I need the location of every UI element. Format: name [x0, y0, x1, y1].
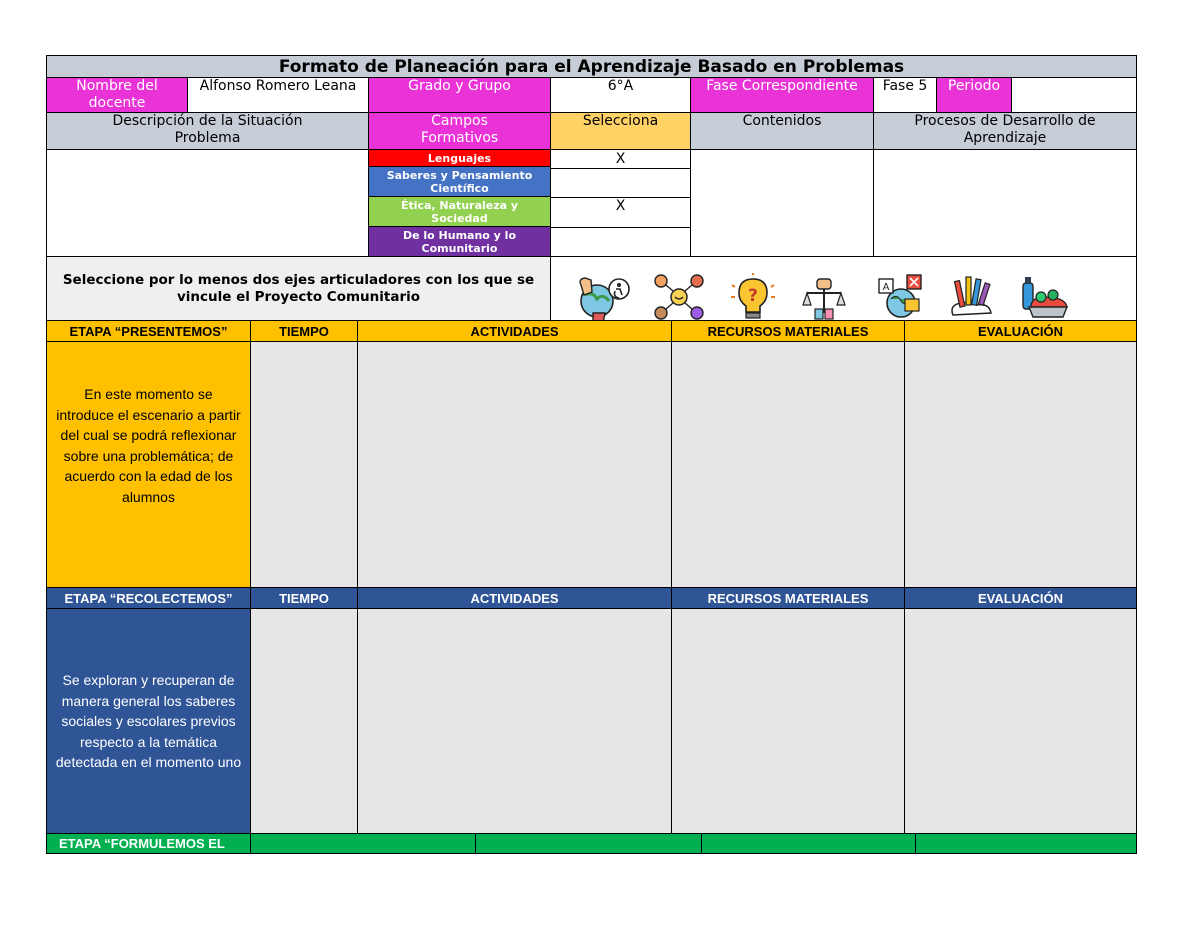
tiempo-cell[interactable]: [250, 341, 358, 588]
tiempo-header: [250, 320, 358, 342]
nombre-value[interactable]: [187, 77, 369, 113]
apropiacion-culturas-icon[interactable]: [877, 273, 925, 321]
evaluacion-header-text: EVALUACIÓN: [978, 590, 1063, 606]
stage-recolectemos-description: [46, 608, 251, 834]
ejes-label: [46, 256, 551, 321]
stage-name: ETAPA “RECOLECTEMOS”: [64, 590, 233, 606]
stage-name: ETAPA “FORMULEMOS EL: [59, 836, 225, 851]
pensamiento-critico-icon[interactable]: [731, 273, 775, 321]
stage-description-text: Se exploran y recuperan de manera general los saberes sociales y escolares previos respecto a la temática detectada en el momento uno: [55, 672, 242, 770]
fase-value[interactable]: [873, 77, 937, 113]
nombre-label-text: Nombre del docente: [76, 78, 158, 111]
selecciona-mark: X: [615, 198, 626, 214]
tiempo-header-text: TIEMPO: [279, 590, 329, 606]
procesos-header-text: Procesos de Desarrollo de Aprendizaje: [914, 113, 1096, 146]
stage-formulemos-header: [46, 833, 251, 854]
fase-value-text: Fase 5: [882, 78, 928, 94]
recursos-cell[interactable]: [671, 341, 905, 588]
stage-presentemos-header: [46, 320, 251, 342]
campo-saberes: [368, 166, 551, 197]
formulemos-col-4: [915, 833, 1137, 854]
evaluacion-header-text: EVALUACIÓN: [978, 323, 1063, 339]
procesos-header: [873, 112, 1137, 150]
recursos-header-text: RECURSOS MATERIALES: [707, 590, 869, 606]
grado-value[interactable]: [550, 77, 691, 113]
campo-humano: [368, 226, 551, 257]
evaluacion-header: [904, 320, 1137, 342]
campos-header-text: Campos Formativos: [420, 113, 499, 146]
selecciona-mark: X: [615, 151, 626, 167]
selecciona-lenguajes[interactable]: [550, 149, 691, 169]
page-title: [46, 55, 1137, 78]
tiempo-header: [250, 587, 358, 609]
ejes-label-text: Seleccione por lo menos dos ejes articuladores con los que se vincule el Proyecto Comunitario: [62, 271, 535, 305]
interculturalidad-icon[interactable]: [651, 271, 707, 323]
stage-description-text: En este momento se introduce el escenario a partir del cual se podrá reflexionar sobre una problemática; de acuerdo con la edad de los alumnos: [56, 386, 241, 505]
selecciona-humano[interactable]: [550, 227, 691, 257]
evaluacion-cell[interactable]: [904, 341, 1137, 588]
nombre-value-text: Alfonso Romero Leana: [199, 78, 357, 94]
campo-label: Lenguajes: [427, 151, 492, 165]
svg-text:?: ?: [748, 286, 758, 306]
page-title-text: Formato de Planeación para el Aprendizaje Basado en Problemas: [278, 56, 905, 77]
selecciona-etica[interactable]: [550, 197, 691, 228]
igualdad-genero-icon[interactable]: [801, 277, 847, 321]
descripcion-cell[interactable]: [46, 149, 369, 257]
recursos-header-text: RECURSOS MATERIALES: [707, 323, 869, 339]
periodo-value[interactable]: [1011, 77, 1137, 113]
tiempo-header-text: TIEMPO: [279, 323, 329, 339]
evaluacion-cell[interactable]: [904, 608, 1137, 834]
fase-label: [690, 77, 874, 113]
recursos-cell[interactable]: [671, 608, 905, 834]
recursos-header: [671, 587, 905, 609]
descripcion-header-text: Descripción de la Situación Problema: [112, 113, 303, 146]
campo-label: Ética, Naturaleza y Sociedad: [400, 198, 519, 225]
campo-etica: [368, 196, 551, 227]
campos-header: [368, 112, 551, 150]
selecciona-header-text: Selecciona: [582, 113, 659, 129]
svg-text:A: A: [882, 282, 890, 293]
descripcion-header: [46, 112, 369, 150]
vida-saludable-icon[interactable]: [1019, 273, 1069, 321]
campo-label: De lo Humano y lo Comunitario: [402, 228, 517, 255]
stage-recolectemos-header: [46, 587, 251, 609]
actividades-header-text: ACTIVIDADES: [470, 323, 559, 339]
campo-label: Saberes y Pensamiento Científico: [386, 168, 533, 195]
stage-name: ETAPA “PRESENTEMOS”: [69, 323, 228, 339]
selecciona-header: [550, 112, 691, 150]
campo-lenguajes: [368, 149, 551, 167]
periodo-label-text: Periodo: [947, 78, 1001, 94]
tiempo-cell[interactable]: [250, 608, 358, 834]
actividades-header-text: ACTIVIDADES: [470, 590, 559, 606]
contenidos-header: [690, 112, 874, 150]
grado-label: [368, 77, 551, 113]
selecciona-saberes[interactable]: [550, 168, 691, 198]
actividades-header: [357, 320, 672, 342]
stage-presentemos-description: [46, 341, 251, 588]
periodo-label: [936, 77, 1012, 113]
evaluacion-header: [904, 587, 1137, 609]
actividades-cell[interactable]: [357, 608, 672, 834]
formulemos-col-2: [475, 833, 702, 854]
grado-value-text: 6°A: [607, 78, 634, 94]
actividades-header: [357, 587, 672, 609]
nombre-label: [46, 77, 188, 113]
recursos-header: [671, 320, 905, 342]
formulemos-col-1: [250, 833, 476, 854]
inclusion-icon[interactable]: [575, 275, 633, 325]
procesos-cell[interactable]: [873, 149, 1137, 257]
formulemos-col-3: [701, 833, 916, 854]
actividades-cell[interactable]: [357, 341, 672, 588]
artes-icon[interactable]: [947, 271, 997, 321]
ejes-icons-area: [550, 256, 1137, 321]
contenidos-cell[interactable]: [690, 149, 874, 257]
contenidos-header-text: Contenidos: [742, 113, 822, 129]
grado-label-text: Grado y Grupo: [408, 78, 511, 94]
fase-label-text: Fase Correspondiente: [706, 78, 858, 94]
